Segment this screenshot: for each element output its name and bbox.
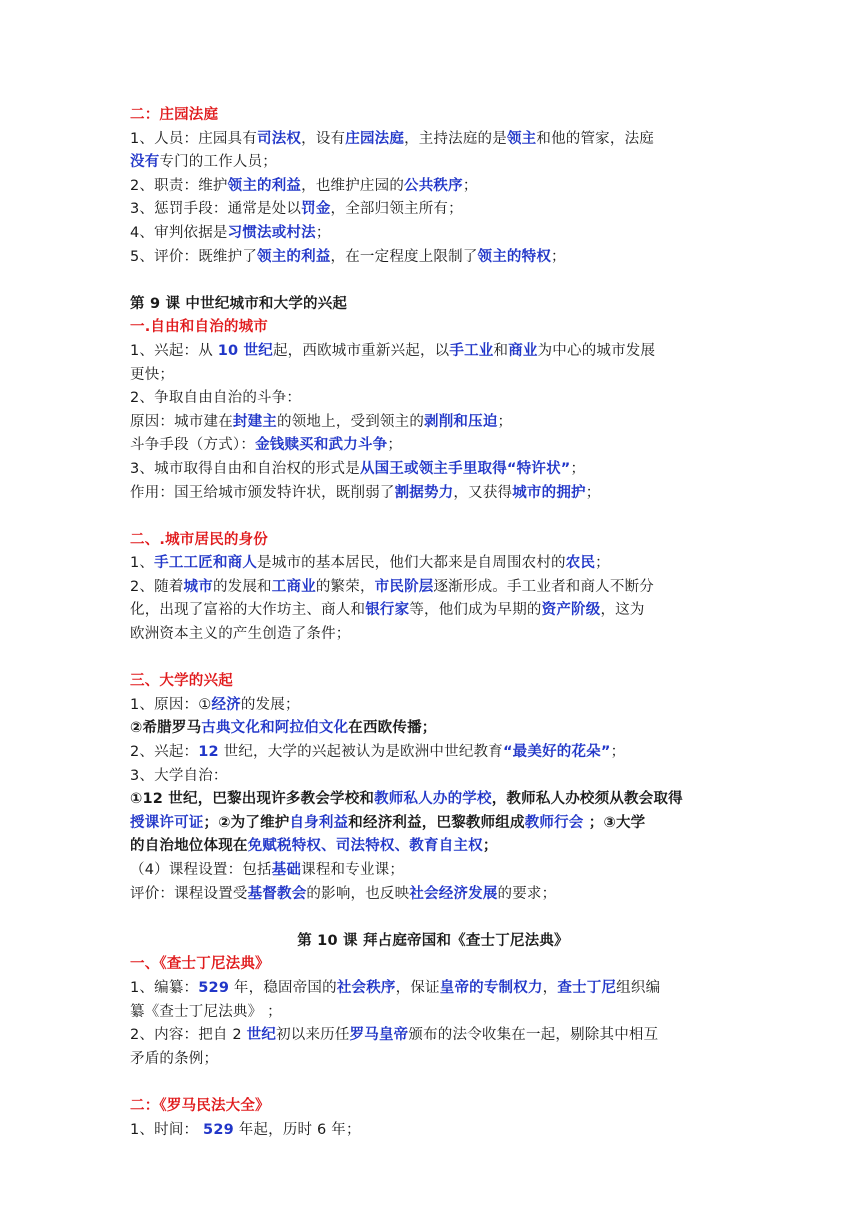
text-run: ； bbox=[610, 744, 626, 761]
text-line bbox=[130, 788, 736, 812]
text-run: 第 10 课 拜占庭帝国和《查士丁尼法典》 bbox=[297, 932, 569, 949]
text-run: 是城市的基本居民，他们大都来是自周围农村的 bbox=[257, 555, 566, 572]
text-line bbox=[130, 977, 736, 1001]
key-term: 领主的利益 bbox=[257, 248, 331, 265]
text-run: 2、内容：把自 2 bbox=[130, 1027, 247, 1044]
text-line bbox=[130, 599, 736, 623]
text-run: 1、人员：庄园具有 bbox=[130, 130, 258, 147]
text-line bbox=[130, 364, 736, 388]
key-term: 罚金 bbox=[301, 201, 331, 218]
document-page bbox=[130, 104, 736, 1142]
text-line bbox=[130, 1119, 736, 1143]
text-run: 的自治地位体现在 bbox=[130, 838, 248, 855]
text-run: 欧洲资本主义的产生创造了条件； bbox=[130, 626, 351, 643]
section-heading: 二、.城市居民的身份 bbox=[130, 531, 269, 548]
text-run: ； bbox=[570, 460, 586, 477]
text-line bbox=[130, 340, 736, 364]
text-run: 的繁荣， bbox=[315, 578, 375, 595]
key-term: 领主 bbox=[506, 130, 537, 147]
key-term: 10 世纪 bbox=[217, 342, 273, 359]
text-run: ； bbox=[551, 248, 566, 265]
key-term: 商业 bbox=[508, 342, 538, 359]
text-run: ，主持法庭的是 bbox=[404, 130, 507, 147]
text-run: 的发展； bbox=[240, 696, 300, 713]
text-run: 和他的管家，法庭 bbox=[536, 130, 654, 147]
text-line bbox=[130, 293, 736, 317]
text-run: 第 9 课 中世纪城市和大学的兴起 bbox=[130, 295, 348, 312]
key-term: 银行家 bbox=[365, 602, 410, 619]
blank-line bbox=[130, 906, 736, 930]
key-term: 手工业 bbox=[449, 342, 494, 359]
text-run: 评价：课程设置受 bbox=[130, 885, 248, 902]
key-term: 从国王或领主手里取得“特许状” bbox=[359, 460, 571, 477]
blank-line bbox=[130, 647, 736, 671]
text-run: 的影响，也反映 bbox=[306, 885, 410, 902]
text-run: 作用：国王给城市颁发特许状，既削弱了 bbox=[130, 484, 395, 501]
text-run: 1、兴起：从 bbox=[130, 342, 218, 359]
key-term: 世纪 bbox=[246, 1027, 277, 1044]
text-run: ，教师私人办校须从教会取得 bbox=[491, 791, 683, 808]
text-line bbox=[130, 482, 736, 506]
text-run: 专门的工作人员； bbox=[159, 154, 278, 171]
text-run: 2、争取自由自治的斗争： bbox=[130, 390, 302, 407]
key-term: 自身利益 bbox=[289, 814, 349, 831]
text-run: 的领地上，受到领主的 bbox=[277, 413, 425, 430]
text-run: ，设有 bbox=[301, 130, 346, 147]
key-term: 庄园法庭 bbox=[345, 130, 405, 147]
text-line bbox=[130, 175, 736, 199]
text-run: 为中心的城市发展 bbox=[537, 342, 656, 359]
text-run: （4）课程设置：包括 bbox=[130, 862, 272, 878]
key-term: 529 bbox=[203, 1121, 234, 1138]
text-line bbox=[130, 859, 736, 883]
text-run: 逐渐形成。手工业者和商人不断分 bbox=[433, 578, 654, 595]
key-term: 领主的特权 bbox=[477, 248, 552, 265]
text-run: ； bbox=[387, 437, 403, 454]
key-term: 城市 bbox=[183, 578, 213, 595]
section-heading: 三、大学的兴起 bbox=[130, 673, 233, 690]
text-run: 矛盾的条例； bbox=[130, 1050, 219, 1067]
text-run: 1、时间： bbox=[130, 1121, 204, 1138]
text-run: 1、 bbox=[130, 555, 155, 572]
key-term: 公共秩序 bbox=[404, 177, 463, 194]
key-term: 资产阶级 bbox=[541, 602, 601, 619]
text-run: ； bbox=[595, 555, 610, 572]
text-line bbox=[130, 623, 736, 647]
text-run: 更快； bbox=[130, 366, 175, 383]
text-line bbox=[130, 765, 736, 789]
text-run: ，也维护庄园的 bbox=[301, 177, 405, 194]
text-run: ； bbox=[497, 413, 513, 430]
blank-line bbox=[130, 1071, 736, 1095]
key-term: 授课许可证 bbox=[130, 814, 204, 831]
key-term: 古典文化和阿拉伯文化 bbox=[201, 720, 349, 737]
text-run: ；②为了维护 bbox=[203, 814, 290, 831]
text-run: ，这为 bbox=[600, 602, 645, 619]
text-line bbox=[130, 1024, 736, 1048]
key-term: “最美好的花朵” bbox=[502, 744, 611, 761]
text-run: 2、随着 bbox=[130, 578, 184, 595]
text-run: 斗争手段（方式）： bbox=[130, 437, 256, 454]
text-run: 原因：城市建在 bbox=[130, 413, 233, 430]
text-line bbox=[130, 104, 736, 128]
text-run: ； bbox=[585, 484, 601, 501]
text-run: 纂《查士丁尼法典》 ； bbox=[130, 1003, 282, 1020]
text-line bbox=[130, 717, 736, 741]
text-line bbox=[130, 411, 736, 435]
text-run: 和 bbox=[493, 342, 509, 359]
text-run: 3、大学自治： bbox=[130, 767, 228, 784]
text-run: ； bbox=[462, 177, 478, 194]
key-term: 社会秩序 bbox=[336, 979, 396, 996]
text-line bbox=[130, 128, 736, 152]
key-term: 皇帝的专制权力 bbox=[439, 979, 543, 996]
text-run: ，保证 bbox=[395, 979, 440, 996]
text-run: ，在一定程度上限制了 bbox=[330, 248, 478, 265]
text-line bbox=[130, 316, 736, 340]
text-run: ； bbox=[482, 838, 498, 855]
text-run: ①12 世纪，巴黎出现许多教会学校和 bbox=[130, 791, 375, 808]
text-line bbox=[130, 883, 736, 907]
text-run: 在西欧传播； bbox=[348, 720, 437, 737]
text-run: 的要求； bbox=[497, 885, 557, 902]
text-run: ②希腊罗马 bbox=[130, 720, 202, 737]
text-line bbox=[130, 1001, 736, 1025]
text-run: 世纪，大学的兴起被认为是欧洲中世纪教育 bbox=[218, 744, 503, 761]
text-line bbox=[130, 552, 736, 576]
text-line bbox=[130, 458, 736, 482]
key-term: 529 bbox=[198, 979, 230, 996]
text-line bbox=[130, 741, 736, 765]
key-term: 基督教会 bbox=[247, 885, 307, 902]
text-run: 1、编纂： bbox=[130, 979, 199, 996]
key-term: 封建主 bbox=[232, 413, 278, 430]
key-term: 查士丁尼 bbox=[557, 979, 617, 996]
section-heading: 二：庄园法庭 bbox=[130, 107, 219, 123]
text-run: 的发展和 bbox=[212, 578, 272, 595]
section-heading: 二：《罗马民法大全》 bbox=[130, 1097, 270, 1114]
text-run: 等，他们成为早期的 bbox=[409, 602, 542, 619]
text-run: 起，西欧城市重新兴起，以 bbox=[272, 342, 450, 359]
key-term: 基础 bbox=[271, 862, 302, 878]
key-term: 金钱赎买和武力斗争 bbox=[255, 437, 388, 454]
key-term: 经济 bbox=[211, 696, 241, 713]
key-term: 教师行会 bbox=[524, 814, 584, 831]
text-line bbox=[130, 198, 736, 222]
lesson-title bbox=[130, 930, 736, 954]
text-run: 组织编 bbox=[616, 979, 661, 996]
key-term: 罗马皇帝 bbox=[349, 1027, 409, 1044]
text-run: 1、原因：① bbox=[130, 696, 212, 713]
text-run: 初以来历任 bbox=[276, 1027, 350, 1044]
text-line bbox=[130, 694, 736, 718]
text-run: 和经济利益，巴黎教师组成 bbox=[348, 814, 525, 831]
text-run: 2、兴起： bbox=[130, 744, 199, 761]
text-run: ； bbox=[315, 224, 331, 241]
text-run: ， bbox=[542, 979, 558, 996]
key-term: 市民阶层 bbox=[374, 578, 434, 595]
text-run: 2、职责：维护 bbox=[130, 177, 228, 194]
key-term: 免赋税特权、司法特权、教育自主权 bbox=[247, 838, 483, 855]
text-run: 年，稳固帝国的 bbox=[229, 979, 337, 996]
text-run: 5、评价：既维护了 bbox=[130, 248, 258, 265]
text-run: 3、城市取得自由和自治权的形式是 bbox=[130, 460, 360, 477]
blank-line bbox=[130, 269, 736, 293]
text-line bbox=[130, 434, 736, 458]
text-run: ，又获得 bbox=[453, 484, 513, 501]
text-line bbox=[130, 812, 736, 836]
text-run: 颁布的法令收集在一起，剔除其中相互 bbox=[408, 1027, 659, 1044]
text-line bbox=[130, 953, 736, 977]
text-run: 年起，历时 6 年； bbox=[233, 1121, 361, 1138]
key-term: 领主的利益 bbox=[227, 177, 302, 194]
text-line bbox=[130, 1095, 736, 1119]
text-line bbox=[130, 387, 736, 411]
key-term: 割据势力 bbox=[394, 484, 454, 501]
text-run: ；③大学 bbox=[583, 814, 646, 831]
section-heading: 一、《查士丁尼法典》 bbox=[130, 956, 270, 973]
text-line bbox=[130, 222, 736, 246]
text-run: 课程和专业课； bbox=[301, 862, 405, 878]
key-term: 没有 bbox=[130, 154, 160, 171]
key-term: 习惯法或村法 bbox=[227, 224, 316, 241]
text-run: ，全部归领主所有； bbox=[330, 201, 463, 218]
text-run: 4、审判依据是 bbox=[130, 224, 228, 241]
key-term: 12 bbox=[198, 744, 219, 761]
text-line bbox=[130, 1048, 736, 1072]
text-run: 3、惩罚手段：通常是处以 bbox=[130, 201, 302, 218]
key-term: 剥削和压迫 bbox=[424, 413, 498, 430]
key-term: 农民 bbox=[565, 555, 596, 572]
key-term: 教师私人办的学校 bbox=[374, 791, 492, 808]
text-line bbox=[130, 576, 736, 600]
key-term: 社会经济发展 bbox=[409, 885, 498, 902]
text-run: 化，出现了富裕的大作坊主、商人和 bbox=[130, 602, 366, 619]
section-heading: 一.自由和自治的城市 bbox=[130, 319, 269, 336]
text-line bbox=[130, 529, 736, 553]
blank-line bbox=[130, 505, 736, 529]
text-line bbox=[130, 835, 736, 859]
text-line bbox=[130, 151, 736, 175]
key-term: 城市的拥护 bbox=[512, 484, 586, 501]
key-term: 手工工匠和商人 bbox=[154, 555, 258, 572]
key-term: 工商业 bbox=[271, 578, 316, 595]
text-line bbox=[130, 670, 736, 694]
key-term: 司法权 bbox=[257, 130, 302, 147]
text-line bbox=[130, 246, 736, 270]
